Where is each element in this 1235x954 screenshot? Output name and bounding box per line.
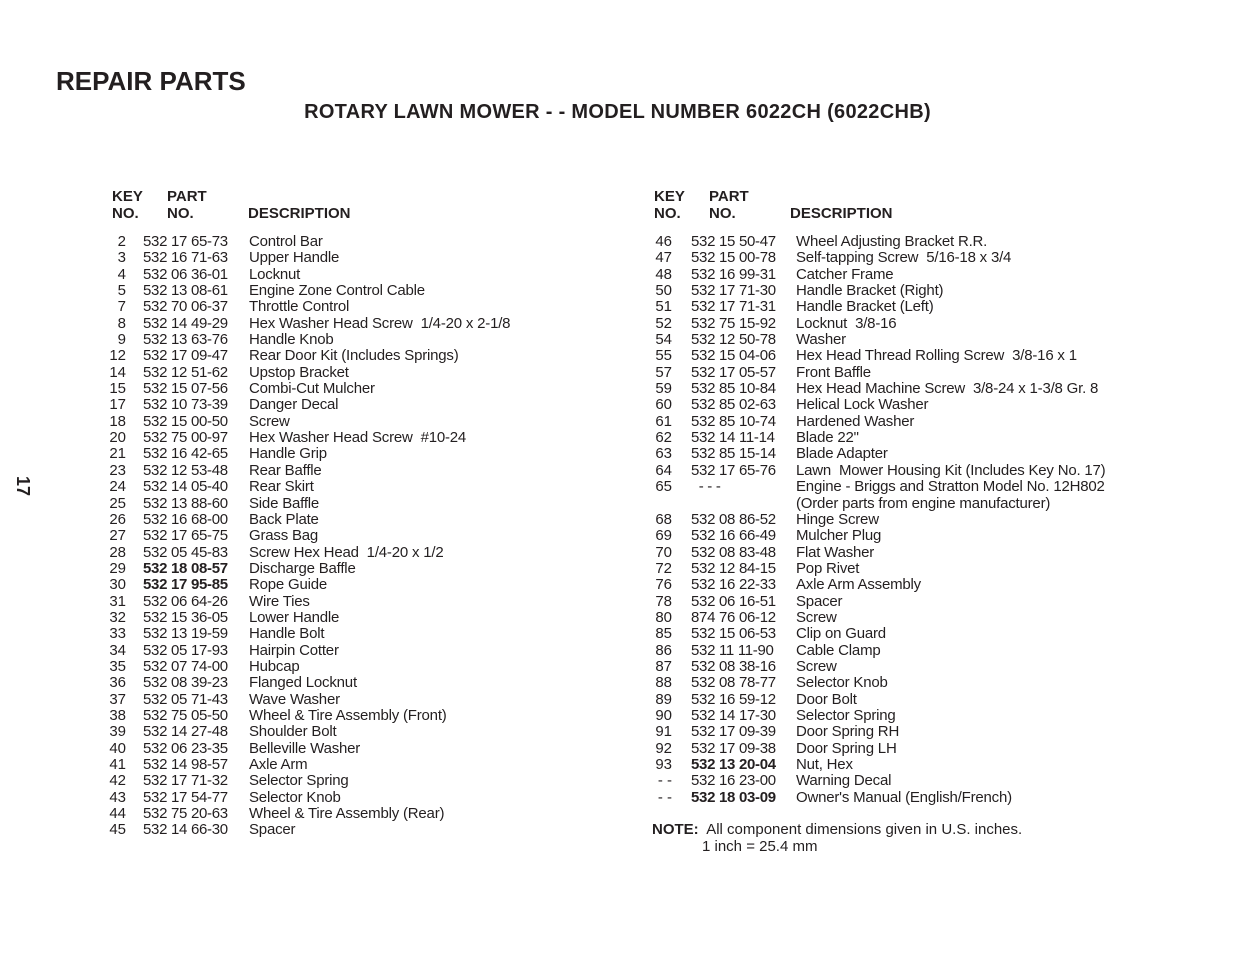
part-description: Screw	[796, 608, 837, 626]
part-description: Door Spring RH	[796, 723, 900, 741]
part-number: 532 13 88-60	[143, 494, 228, 512]
key-number: 40	[109, 739, 126, 757]
key-number: 24	[109, 478, 126, 496]
part-number: 532 16 42-65	[143, 445, 228, 463]
key-number: 2	[117, 233, 126, 250]
part-number: 532 17 54-77	[143, 788, 228, 806]
part-number: 532 11 11-90	[691, 641, 774, 659]
part-number: 532 06 16-51	[691, 592, 776, 610]
key-number: 48	[655, 265, 672, 283]
key-number: 9	[117, 331, 126, 349]
key-number: 23	[109, 461, 126, 479]
part-description: Belleville Washer	[249, 739, 361, 757]
part-description: Owner's Manual (English/French)	[796, 788, 1012, 806]
key-number: 4	[117, 265, 126, 283]
part-number: 874 76 06-12	[691, 608, 776, 626]
key-number: 12	[109, 347, 126, 365]
subtitle-text: ROTARY LAWN MOWER - - MODEL NUMBER 6022CH (6022CHB)	[304, 101, 931, 123]
key-header-line2: NO.	[112, 205, 139, 222]
part-description: Spacer	[249, 821, 296, 839]
part-number: 532 75 00-97	[143, 429, 228, 447]
part-description: Cable Clamp	[796, 641, 881, 659]
key-number: 36	[109, 674, 126, 692]
part-number: 532 08 83-48	[691, 543, 776, 561]
part-number: 532 75 20-63	[143, 805, 228, 823]
part-number: 532 08 39-23	[143, 674, 228, 692]
part-description: Selector Spring	[249, 772, 349, 790]
part-description: Hex Head Machine Screw 3/8-24 x 1-3/8 Gr. 8	[796, 380, 1099, 398]
part-description: Hex Head Thread Rolling Screw 3/8-16 x 1	[796, 347, 1077, 365]
key-number: 78	[655, 592, 672, 610]
part-number: 532 17 71-32	[143, 772, 228, 790]
part-description: Back Plate	[249, 510, 319, 528]
part-number: 532 15 06-53	[691, 625, 776, 643]
key-number: 57	[655, 363, 672, 381]
part-number: 532 13 08-61	[143, 282, 228, 300]
part-number: 532 14 49-29	[143, 314, 228, 332]
part-description: Screw	[249, 412, 290, 430]
part-description: Rear Skirt	[249, 478, 314, 496]
key-number: 21	[109, 445, 126, 463]
note-text: All component dimensions given in U.S. inches.	[706, 821, 1023, 838]
part-number: 532 18 08-57	[143, 559, 228, 577]
part-description: Front Baffle	[796, 363, 871, 381]
page-subtitle	[0, 101, 1235, 124]
part-number: 532 16 71-63	[143, 249, 228, 267]
part-description: Throttle Control	[249, 298, 350, 316]
key-number: 91	[655, 723, 672, 741]
key-number: 72	[655, 559, 672, 577]
part-description: (Order parts from engine manufacturer)	[796, 494, 1051, 512]
note-label: NOTE:	[652, 821, 699, 838]
part-number: 532 05 45-83	[143, 543, 228, 561]
part-number: 532 13 63-76	[143, 331, 228, 349]
part-description: Rear Baffle	[249, 461, 322, 479]
part-number: 532 16 99-31	[691, 265, 776, 283]
part-description: Handle Bracket (Left)	[796, 298, 934, 316]
key-number: 17	[109, 396, 126, 414]
part-number: 532 17 65-73	[143, 233, 228, 250]
note	[652, 822, 1022, 855]
part-number: 532 17 09-47	[143, 347, 228, 365]
key-number: 59	[655, 380, 672, 398]
part-number: 532 85 10-84	[691, 380, 776, 398]
key-number: 87	[655, 657, 672, 675]
part-number: 532 05 71-43	[143, 690, 228, 708]
key-number: 31	[109, 592, 126, 610]
part-number: 532 07 74-00	[143, 657, 228, 675]
part-number: 532 15 36-05	[143, 608, 228, 626]
key-number: 60	[655, 396, 672, 414]
key-number: 54	[655, 331, 672, 349]
part-description: Pop Rivet	[796, 559, 860, 577]
key-number: 51	[655, 298, 672, 316]
key-number: 15	[109, 380, 126, 398]
key-number: 28	[109, 543, 126, 561]
key-number: 41	[109, 756, 126, 773]
part-description: Locknut	[249, 265, 301, 283]
part-number: 532 15 00-50	[143, 412, 228, 430]
part-number: 532 17 95-85	[143, 576, 228, 594]
key-number: 69	[655, 527, 672, 545]
key-number: 88	[655, 674, 672, 692]
key-header-line1: KEY	[112, 188, 143, 205]
key-number: 61	[655, 412, 672, 430]
key-no-header	[654, 188, 685, 222]
part-description: Grass Bag	[249, 527, 319, 545]
part-description: Rear Door Kit (Includes Springs)	[249, 347, 459, 365]
part-description: Wheel & Tire Assembly (Front)	[249, 706, 447, 724]
key-number: - -	[657, 788, 672, 806]
part-description: Shoulder Bolt	[249, 723, 337, 741]
part-number: 532 16 66-49	[691, 527, 776, 545]
key-number: 89	[655, 690, 672, 708]
key-number: 35	[109, 657, 126, 675]
key-number: 43	[109, 788, 126, 806]
key-number: 29	[109, 559, 126, 577]
key-number: 37	[109, 690, 126, 708]
part-description: Flat Washer	[796, 543, 875, 561]
key-number: 42	[109, 772, 126, 790]
part-description: Screw	[796, 657, 837, 675]
part-description: Washer	[796, 331, 846, 349]
part-description: Self-tapping Screw 5/16-18 x 3/4	[796, 249, 1012, 267]
part-description: Flanged Locknut	[249, 674, 357, 692]
part-number: 532 17 65-76	[691, 461, 776, 479]
part-description: Helical Lock Washer	[796, 396, 929, 414]
part-description: Handle Knob	[249, 331, 334, 349]
part-description: Upper Handle	[249, 249, 340, 267]
part-number: 532 15 00-78	[691, 249, 776, 267]
key-number: 92	[655, 739, 672, 757]
part-number: 532 17 09-39	[691, 723, 776, 741]
key-number: 44	[109, 805, 126, 823]
key-number: 14	[109, 363, 126, 381]
part-description: Blade 22"	[796, 429, 859, 447]
part-number: 532 16 59-12	[691, 690, 776, 708]
key-number: 46	[655, 233, 672, 250]
part-number: 532 15 50-47	[691, 233, 776, 250]
key-number: 65	[655, 478, 672, 496]
part-number: 532 17 09-38	[691, 739, 776, 757]
part-description: Combi-Cut Mulcher	[249, 380, 375, 398]
key-number: 55	[655, 347, 672, 365]
part-description: Axle Arm Assembly	[796, 576, 921, 594]
part-description: Hubcap	[249, 657, 300, 675]
part-number: 532 05 17-93	[143, 641, 228, 659]
key-number: 5	[117, 282, 126, 300]
part-header-line2: NO.	[709, 205, 736, 222]
part-number: 532 08 86-52	[691, 510, 776, 528]
part-number: 532 17 05-57	[691, 363, 776, 381]
part-description: Danger Decal	[249, 396, 339, 414]
key-number: 18	[109, 412, 126, 430]
part-number: 532 12 53-48	[143, 461, 228, 479]
key-number: - -	[657, 772, 672, 790]
part-number: 532 14 11-14	[691, 429, 775, 447]
key-header-line1: KEY	[654, 188, 685, 205]
part-number: 532 17 65-75	[143, 527, 228, 545]
key-number: 3	[117, 249, 126, 267]
key-header-line2: NO.	[654, 205, 681, 222]
part-description: Wheel Adjusting Bracket R.R.	[796, 233, 988, 250]
part-description: Handle Bracket (Right)	[796, 282, 944, 300]
key-number: 20	[109, 429, 126, 447]
part-description: Hardened Washer	[796, 412, 915, 430]
part-header-line1: PART	[167, 188, 207, 205]
part-number: 532 16 23-00	[691, 772, 776, 790]
part-no-header	[167, 188, 207, 222]
key-number: 26	[109, 510, 126, 528]
key-number: 52	[655, 314, 672, 332]
description-header: DESCRIPTION	[248, 205, 351, 222]
page-title: REPAIR PARTS	[56, 66, 246, 96]
part-number: 532 70 06-37	[143, 298, 228, 316]
part-header-line1: PART	[709, 188, 749, 205]
key-number: 62	[655, 429, 672, 447]
part-description: Locknut 3/8-16	[796, 314, 897, 332]
key-number: 86	[655, 641, 672, 659]
part-description: Nut, Hex	[796, 756, 853, 773]
key-number: 64	[655, 461, 672, 479]
part-description: Selector Spring	[796, 706, 896, 724]
part-description: Lower Handle	[249, 608, 340, 626]
part-description: Wire Ties	[249, 592, 310, 610]
part-number: 532 14 27-48	[143, 723, 228, 741]
key-number: 34	[109, 641, 126, 659]
part-number: 532 14 66-30	[143, 821, 228, 839]
key-number: 47	[655, 249, 672, 267]
part-number: 532 85 10-74	[691, 412, 776, 430]
key-no-header	[112, 188, 143, 222]
part-number: 532 10 73-39	[143, 396, 228, 414]
note-line2: 1 inch = 25.4 mm	[702, 837, 818, 855]
part-number: 532 12 84-15	[691, 559, 776, 577]
part-number: 532 16 22-33	[691, 576, 776, 594]
key-number: 70	[655, 543, 672, 561]
key-number: 85	[655, 625, 672, 643]
part-number: 532 06 23-35	[143, 739, 228, 757]
part-description: Catcher Frame	[796, 265, 894, 283]
part-number: 532 13 20-04	[691, 756, 776, 773]
part-number: 532 08 38-16	[691, 657, 776, 675]
part-description: Hairpin Cotter	[249, 641, 339, 659]
part-description: Wheel & Tire Assembly (Rear)	[249, 805, 445, 823]
part-description: Hex Washer Head Screw #10-24	[249, 429, 467, 447]
key-number: 27	[109, 527, 126, 545]
key-number: 7	[117, 298, 126, 316]
part-description: Warning Decal	[796, 772, 892, 790]
part-description: Axle Arm	[249, 756, 308, 773]
part-description: Selector Knob	[796, 674, 888, 692]
part-description: Hinge Screw	[796, 510, 879, 528]
part-description: Control Bar	[249, 233, 323, 250]
part-description: Wave Washer	[249, 690, 340, 708]
key-number: 68	[655, 510, 672, 528]
key-number: 30	[109, 576, 126, 594]
part-description: Side Baffle	[249, 494, 320, 512]
key-number: 76	[655, 576, 672, 594]
part-number: 532 15 07-56	[143, 380, 228, 398]
part-number: 532 75 15-92	[691, 314, 776, 332]
part-description: Selector Knob	[249, 788, 341, 806]
part-number: 532 14 98-57	[143, 756, 228, 773]
part-description: Upstop Bracket	[249, 363, 349, 381]
part-number: 532 75 05-50	[143, 706, 228, 724]
key-number: 32	[109, 608, 126, 626]
key-number: 39	[109, 723, 126, 741]
part-description: Spacer	[796, 592, 843, 610]
part-description: Lawn Mower Housing Kit (Includes Key No. 17)	[796, 461, 1106, 479]
part-number: 532 16 68-00	[143, 510, 228, 528]
page-number: 17	[13, 476, 33, 497]
key-number: 8	[117, 314, 126, 332]
key-number: 25	[109, 494, 126, 512]
key-number: 38	[109, 706, 126, 724]
part-description: Door Bolt	[796, 690, 857, 708]
description-header: DESCRIPTION	[790, 205, 893, 222]
part-description: Engine - Briggs and Stratton Model No. 12H802	[796, 478, 1105, 496]
part-number: 532 18 03-09	[691, 788, 776, 806]
part-description: Door Spring LH	[796, 739, 897, 757]
key-number: 90	[655, 706, 672, 724]
part-number: 532 06 36-01	[143, 265, 228, 283]
key-number: 80	[655, 608, 672, 626]
part-number: 532 12 50-78	[691, 331, 776, 349]
part-description: Blade Adapter	[796, 445, 888, 463]
part-number: 532 08 78-77	[691, 674, 776, 692]
part-number: 532 17 71-30	[691, 282, 776, 300]
part-description: Discharge Baffle	[249, 559, 356, 577]
part-description: Screw Hex Head 1/4-20 x 1/2	[249, 543, 444, 561]
part-number: 532 85 02-63	[691, 396, 776, 414]
part-description: Clip on Guard	[796, 625, 886, 643]
key-number: 45	[109, 821, 126, 839]
key-number: 50	[655, 282, 672, 300]
part-number: 532 12 51-62	[143, 363, 228, 381]
key-number: 93	[655, 756, 672, 773]
part-number: 532 85 15-14	[691, 445, 776, 463]
part-description: Engine Zone Control Cable	[249, 282, 425, 300]
key-number: 63	[655, 445, 672, 463]
part-description: Handle Grip	[249, 445, 327, 463]
part-number: 532 17 71-31	[691, 298, 776, 316]
part-description: Handle Bolt	[249, 625, 325, 643]
part-description: Rope Guide	[249, 576, 328, 594]
part-number: 532 14 17-30	[691, 706, 776, 724]
part-number: 532 06 64-26	[143, 592, 228, 610]
part-number: 532 15 04-06	[691, 347, 776, 365]
part-description: Mulcher Plug	[796, 527, 882, 545]
part-number: 532 14 05-40	[143, 478, 228, 496]
part-number: - - -	[691, 478, 721, 496]
key-number: 33	[109, 625, 126, 643]
part-no-header	[709, 188, 749, 222]
part-header-line2: NO.	[167, 205, 194, 222]
part-description: Hex Washer Head Screw 1/4-20 x 2-1/8	[249, 314, 511, 332]
part-number: 532 13 19-59	[143, 625, 228, 643]
